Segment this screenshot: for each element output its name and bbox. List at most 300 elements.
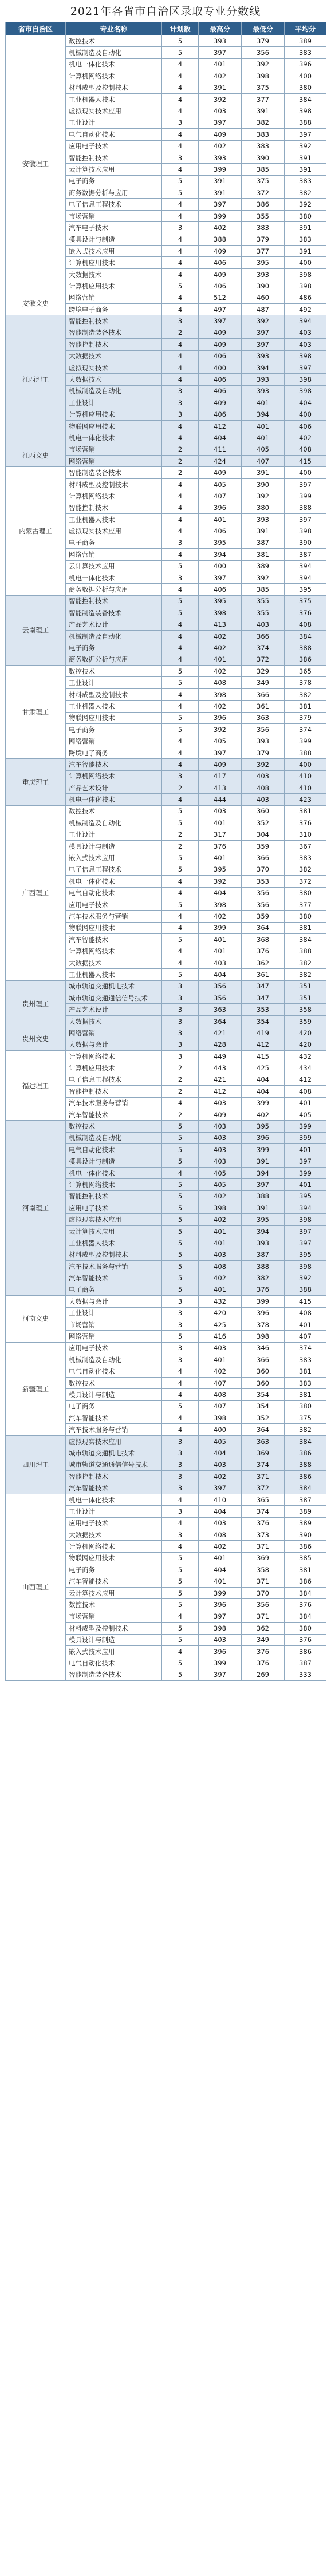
max-score-cell: 401 [199,514,242,525]
avg-score-cell: 383 [285,852,326,864]
plan-cell: 4 [162,922,199,933]
major-cell: 物联网应用技术 [66,420,162,432]
avg-score-cell: 395 [285,1190,326,1202]
major-cell: 机械制造及自动化 [66,630,162,642]
min-score-cell: 380 [242,502,285,513]
min-score-cell: 375 [242,82,285,93]
max-score-cell: 406 [199,350,242,362]
plan-cell: 4 [162,1377,199,1388]
plan-cell: 4 [162,105,199,117]
avg-score-cell: 333 [285,1669,326,1680]
plan-cell: 5 [162,1214,199,1225]
major-cell: 大数据技术 [66,1529,162,1541]
table-body [6,35,326,1681]
avg-score-cell: 376 [285,817,326,829]
min-score-cell: 382 [242,1272,285,1284]
avg-score-cell: 382 [285,688,326,700]
plan-cell: 4 [162,1494,199,1505]
min-score-cell: 425 [242,1062,285,1074]
major-cell: 汽车技术服务与营销 [66,911,162,922]
min-score-cell: 347 [242,980,285,992]
plan-cell: 2 [162,829,199,840]
avg-score-cell: 387 [285,1494,326,1505]
major-cell: 应用电子技术 [66,140,162,152]
major-cell: 电气自动化技术 [66,1366,162,1377]
major-cell: 大数据与会计 [66,1296,162,1307]
min-score-cell: 269 [242,1669,285,1680]
min-score-cell: 366 [242,630,285,642]
plan-cell: 5 [162,47,199,58]
avg-score-cell: 383 [285,234,326,245]
max-score-cell: 356 [199,980,242,992]
max-score-cell: 403 [199,1156,242,1167]
plan-cell: 4 [162,502,199,513]
avg-score-cell: 392 [285,1272,326,1284]
max-score-cell: 317 [199,829,242,840]
avg-score-cell: 372 [285,876,326,887]
min-score-cell: 371 [242,1576,285,1587]
major-cell: 市场营销 [66,210,162,221]
max-score-cell: 403 [199,1144,242,1156]
max-score-cell: 391 [199,175,242,187]
avg-score-cell: 375 [285,1412,326,1424]
min-score-cell: 460 [242,292,285,303]
major-cell: 网络营销 [66,735,162,747]
page-title: 2021年各省市自治区录取专业分数线 [70,5,261,18]
plan-cell: 5 [162,1225,199,1237]
avg-score-cell: 367 [285,840,326,852]
major-cell: 电子商务 [66,642,162,654]
major-cell: 计算机网络技术 [66,490,162,502]
avg-score-cell: 492 [285,303,326,315]
avg-score-cell: 401 [285,1179,326,1190]
province-cell: 江西文史 [6,444,66,467]
avg-score-cell: 392 [285,199,326,210]
major-cell: 机电一体化技术 [66,876,162,887]
min-score-cell: 372 [242,654,285,665]
max-score-cell: 396 [199,1599,242,1611]
table-row [6,315,326,327]
min-score-cell: 388 [242,1261,285,1272]
province-cell: 山西理工 [6,1494,66,1680]
min-score-cell: 402 [242,1109,285,1120]
min-score-cell: 385 [242,584,285,595]
plan-cell: 2 [162,840,199,852]
avg-score-cell: 385 [285,1552,326,1564]
plan-cell: 5 [162,899,199,910]
province-cell: 安徽文史 [6,292,66,315]
table-row [6,1435,326,1447]
plan-cell: 4 [162,701,199,712]
min-score-cell: 396 [242,1132,285,1143]
min-score-cell: 376 [242,1645,285,1657]
major-cell: 计算机网络技术 [66,770,162,782]
major-cell: 工业机器人技术 [66,93,162,105]
max-score-cell: 403 [199,1132,242,1143]
max-score-cell: 409 [199,327,242,338]
max-score-cell: 407 [199,1400,242,1412]
plan-cell: 5 [162,1564,199,1576]
major-cell: 数控技术 [66,35,162,47]
avg-score-cell: 400 [285,467,326,478]
min-score-cell: 394 [242,362,285,373]
max-score-cell: 403 [199,1517,242,1529]
avg-score-cell: 384 [285,630,326,642]
major-cell: 计算机网络技术 [66,945,162,957]
max-score-cell: 407 [199,490,242,502]
major-cell: 物联网应用技术 [66,1552,162,1564]
avg-score-cell: 420 [285,1039,326,1050]
avg-score-cell: 397 [285,1156,326,1167]
min-score-cell: 392 [242,759,285,770]
province-cell: 云南理工 [6,595,66,665]
min-score-cell: 353 [242,1004,285,1015]
plan-cell: 4 [162,432,199,444]
avg-score-cell: 310 [285,829,326,840]
plan-cell: 3 [162,1447,199,1459]
major-cell: 大数据技术 [66,1015,162,1027]
plan-cell: 3 [162,1307,199,1319]
min-score-cell: 359 [242,840,285,852]
col-header-min: 最低分 [242,22,285,35]
avg-score-cell: 381 [285,805,326,817]
min-score-cell: 390 [242,280,285,292]
plan-cell: 4 [162,257,199,268]
min-score-cell: 365 [242,1494,285,1505]
major-cell: 网络营销 [66,549,162,560]
avg-score-cell: 388 [285,502,326,513]
plan-cell: 5 [162,1623,199,1634]
max-score-cell: 402 [199,1471,242,1482]
max-score-cell: 405 [199,478,242,490]
col-header-plan: 计划数 [162,22,199,35]
plan-cell: 5 [162,1261,199,1272]
plan-cell: 3 [162,1015,199,1027]
major-cell: 机械制造及自动化 [66,47,162,58]
avg-score-cell: 382 [285,1424,326,1435]
max-score-cell: 406 [199,385,242,397]
min-score-cell: 352 [242,1412,285,1424]
min-score-cell: 389 [242,560,285,572]
avg-score-cell: 384 [285,934,326,945]
max-score-cell: 399 [199,1657,242,1669]
max-score-cell: 392 [199,93,242,105]
major-cell: 计算机网络技术 [66,1541,162,1552]
plan-cell: 4 [162,945,199,957]
plan-cell: 3 [162,1039,199,1050]
table-row [6,666,326,677]
min-score-cell: 394 [242,409,285,420]
min-score-cell: 376 [242,1284,285,1295]
max-score-cell: 400 [199,1424,242,1435]
max-score-cell: 408 [199,1529,242,1541]
plan-cell: 5 [162,595,199,607]
min-score-cell: 395 [242,1121,285,1132]
major-cell: 模具设计与制造 [66,1156,162,1167]
plan-cell: 5 [162,1284,199,1295]
province-cell: 河南文史 [6,1296,66,1343]
avg-score-cell: 395 [285,1249,326,1260]
avg-score-cell: 381 [285,1389,326,1400]
min-score-cell: 366 [242,852,285,864]
min-score-cell: 401 [242,397,285,409]
table-row [6,1027,326,1039]
major-cell: 数控技术 [66,805,162,817]
plan-cell: 3 [162,222,199,234]
major-cell: 产品艺术设计 [66,619,162,630]
max-score-cell: 402 [199,701,242,712]
max-score-cell: 402 [199,666,242,677]
avg-score-cell: 394 [285,560,326,572]
major-cell: 电子信息工程技术 [66,199,162,210]
major-cell: 模具设计与制造 [66,1634,162,1645]
max-score-cell: 405 [199,1435,242,1447]
plan-cell: 4 [162,1517,199,1529]
min-score-cell: 392 [242,58,285,70]
min-score-cell: 355 [242,595,285,607]
max-score-cell: 411 [199,444,242,455]
avg-score-cell: 379 [285,712,326,723]
plan-cell: 4 [162,1541,199,1552]
major-cell: 虚拟现实技术应用 [66,1214,162,1225]
avg-score-cell: 359 [285,1015,326,1027]
max-score-cell: 404 [199,1447,242,1459]
avg-score-cell: 399 [285,1167,326,1178]
max-score-cell: 412 [199,420,242,432]
major-cell: 大数据技术 [66,350,162,362]
major-cell: 大数据技术 [66,268,162,280]
min-score-cell: 347 [242,992,285,1004]
min-score-cell: 387 [242,1249,285,1260]
min-score-cell: 355 [242,607,285,619]
major-cell: 云计算技术应用 [66,164,162,175]
avg-score-cell: 403 [285,327,326,338]
max-score-cell: 394 [199,549,242,560]
plan-cell: 3 [162,1050,199,1062]
avg-score-cell: 420 [285,1027,326,1039]
major-cell: 工业设计 [66,677,162,688]
avg-score-cell: 386 [285,654,326,665]
avg-score-cell: 405 [285,1109,326,1120]
major-cell: 网络营销 [66,1331,162,1342]
min-score-cell: 403 [242,770,285,782]
plan-cell: 3 [162,537,199,548]
avg-score-cell: 382 [285,969,326,980]
max-score-cell: 401 [199,1284,242,1295]
plan-cell: 5 [162,1190,199,1202]
max-score-cell: 402 [199,1272,242,1284]
plan-cell: 4 [162,876,199,887]
major-cell: 市场营销 [66,1319,162,1330]
min-score-cell: 419 [242,1027,285,1039]
major-cell: 模具设计与制造 [66,1389,162,1400]
min-score-cell: 346 [242,1342,285,1354]
avg-score-cell: 389 [285,1506,326,1517]
max-score-cell: 401 [199,817,242,829]
major-cell: 汽车技术服务与营销 [66,1261,162,1272]
province-cell: 安徽理工 [6,35,66,292]
major-cell: 应用电子技术 [66,1202,162,1214]
max-score-cell: 405 [199,735,242,747]
min-score-cell: 356 [242,47,285,58]
max-score-cell: 401 [199,1576,242,1587]
major-cell: 虚拟现实技术 [66,362,162,373]
max-score-cell: 424 [199,456,242,467]
max-score-cell: 391 [199,82,242,93]
avg-score-cell: 398 [285,525,326,537]
avg-score-cell: 403 [285,339,326,350]
avg-score-cell: 381 [285,1366,326,1377]
min-score-cell: 355 [242,210,285,221]
major-cell: 智能控制技术 [66,502,162,513]
min-score-cell: 362 [242,957,285,968]
max-score-cell: 356 [199,992,242,1004]
plan-cell: 5 [162,864,199,875]
avg-score-cell: 398 [285,280,326,292]
major-cell: 应用电子技术 [66,899,162,910]
plan-cell: 5 [162,1599,199,1611]
province-cell: 甘肃理工 [6,666,66,759]
max-score-cell: 404 [199,887,242,899]
max-score-cell: 401 [199,654,242,665]
min-score-cell: 408 [242,782,285,794]
major-cell: 虚拟现实技术应用 [66,1435,162,1447]
min-score-cell: 376 [242,1657,285,1669]
max-score-cell: 443 [199,1062,242,1074]
plan-cell: 4 [162,1167,199,1178]
avg-score-cell: 391 [285,246,326,257]
avg-score-cell: 408 [285,1307,326,1319]
max-score-cell: 398 [199,1623,242,1634]
plan-cell: 4 [162,735,199,747]
avg-score-cell: 375 [285,595,326,607]
min-score-cell: 356 [242,899,285,910]
major-cell: 机电一体化技术 [66,1167,162,1178]
plan-cell: 4 [162,199,199,210]
table-row [6,1494,326,1505]
min-score-cell: 377 [242,246,285,257]
max-score-cell: 404 [199,1564,242,1576]
plan-cell: 5 [162,175,199,187]
min-score-cell: 397 [242,339,285,350]
avg-score-cell: 358 [285,1004,326,1015]
plan-cell: 5 [162,1132,199,1143]
min-score-cell: 353 [242,876,285,887]
plan-cell: 4 [162,584,199,595]
major-cell: 云计算技术应用 [66,560,162,572]
min-score-cell: 412 [242,1039,285,1050]
min-score-cell: 374 [242,642,285,654]
plan-cell: 3 [162,1482,199,1494]
plan-cell: 4 [162,303,199,315]
min-score-cell: 487 [242,303,285,315]
major-cell: 云计算技术应用 [66,1587,162,1598]
col-header-max: 最高分 [199,22,242,35]
table-row [6,1296,326,1307]
plan-cell: 3 [162,1435,199,1447]
plan-cell: 2 [162,1086,199,1097]
plan-cell: 4 [162,129,199,140]
avg-score-cell: 401 [285,1097,326,1109]
avg-score-cell: 398 [285,385,326,397]
min-score-cell: 377 [242,93,285,105]
plan-cell: 5 [162,560,199,572]
min-score-cell: 393 [242,735,285,747]
min-score-cell: 391 [242,525,285,537]
max-score-cell: 397 [199,572,242,583]
avg-score-cell: 398 [285,1214,326,1225]
min-score-cell: 392 [242,572,285,583]
plan-cell: 4 [162,70,199,82]
min-score-cell: 304 [242,829,285,840]
plan-cell: 4 [162,514,199,525]
min-score-cell: 387 [242,537,285,548]
avg-score-cell: 380 [285,1623,326,1634]
plan-cell: 2 [162,1074,199,1085]
major-cell: 智能制造装备技术 [66,467,162,478]
min-score-cell: 372 [242,187,285,199]
major-cell: 材料成型及控制技术 [66,688,162,700]
plan-cell: 5 [162,712,199,723]
max-score-cell: 402 [199,1366,242,1377]
plan-cell: 5 [162,1657,199,1669]
table-row [6,805,326,817]
max-score-cell: 421 [199,1027,242,1039]
major-cell: 数控技术 [66,1377,162,1388]
plan-cell: 5 [162,666,199,677]
plan-cell: 5 [162,969,199,980]
max-score-cell: 409 [199,759,242,770]
major-cell: 电子商务 [66,1564,162,1576]
max-score-cell: 403 [199,1459,242,1470]
avg-score-cell: 388 [285,642,326,654]
min-score-cell: 376 [242,1517,285,1529]
avg-score-cell: 382 [285,187,326,199]
max-score-cell: 401 [199,934,242,945]
major-cell: 机电一体化技术 [66,794,162,805]
major-cell: 虚拟现实技术应用 [66,105,162,117]
max-score-cell: 392 [199,876,242,887]
min-score-cell: 352 [242,817,285,829]
avg-score-cell: 412 [285,1074,326,1085]
province-cell: 福建理工 [6,1050,66,1120]
major-cell: 智能制造装备技术 [66,1669,162,1680]
min-score-cell: 370 [242,1587,285,1598]
max-score-cell: 396 [199,1645,242,1657]
province-cell: 广西理工 [6,805,66,980]
min-score-cell: 415 [242,1050,285,1062]
min-score-cell: 383 [242,222,285,234]
avg-score-cell: 399 [285,735,326,747]
plan-cell: 4 [162,794,199,805]
major-cell: 产品艺术设计 [66,782,162,794]
max-score-cell: 420 [199,1307,242,1319]
plan-cell: 5 [162,817,199,829]
major-cell: 市场营销 [66,1611,162,1622]
plan-cell: 5 [162,1576,199,1587]
major-cell: 电子商务 [66,724,162,735]
plan-cell: 5 [162,1634,199,1645]
max-score-cell: 395 [199,864,242,875]
min-score-cell: 381 [242,549,285,560]
min-score-cell: 391 [242,1202,285,1214]
plan-cell: 2 [162,467,199,478]
min-score-cell: 356 [242,724,285,735]
plan-cell: 2 [162,456,199,467]
plan-cell: 5 [162,934,199,945]
major-cell: 机械制造及自动化 [66,385,162,397]
min-score-cell: 376 [242,945,285,957]
